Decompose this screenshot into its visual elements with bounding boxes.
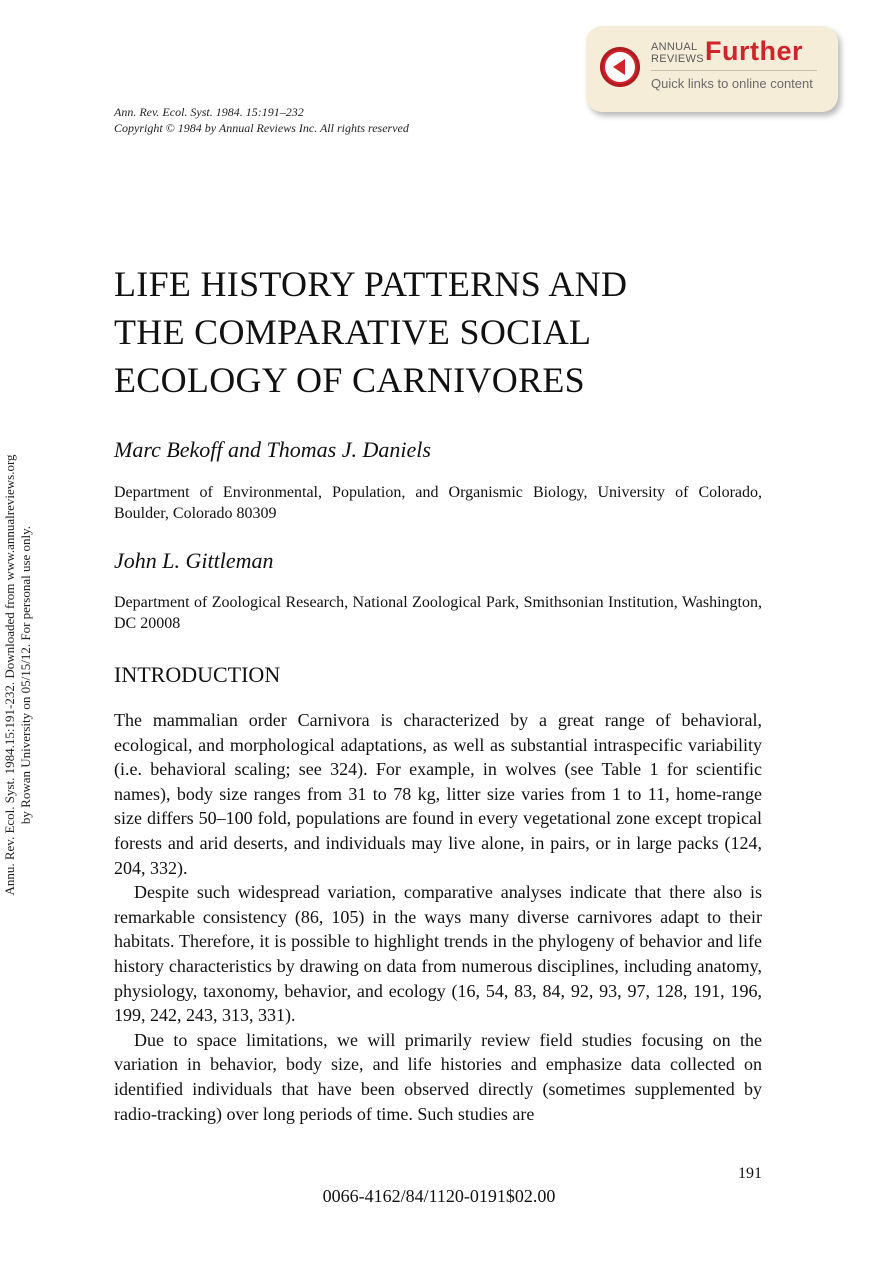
section-heading: INTRODUCTION — [114, 662, 281, 687]
body-text — [114, 708, 762, 1126]
watermark-line-1: Annu. Rev. Ecol. Syst. 1984.15:191-232. Downloaded from www.annualreviews.org — [2, 454, 17, 896]
title-line: ECOLOGY OF CARNIVORES — [114, 360, 585, 400]
further-badge[interactable] — [586, 26, 838, 112]
author-affiliation: Department of Zoological Research, National Zoological Park, Smithsonian Institution, Washington, DC 20008 — [114, 594, 762, 632]
journal-copyright: Copyright © 1984 by Annual Reviews Inc. All rights reserved — [114, 121, 409, 135]
title-line: THE COMPARATIVE SOCIAL — [114, 312, 592, 352]
article-code: 0066-4162/84/1120-0191$02.00 — [322, 1186, 556, 1206]
paragraph: The mammalian order Carnivora is characterized by a great range of behavioral, ecological, and morphological adaptations, as well as substantial intraspecific variability (i.e. behavioral scaling; see 324). For example, in wolves (see Table 1 for scientific names), body size ranges from 31 to 78 kg, litter size varies from 1 to 11, home-range size differs 50–100 fold, populations are found in every vegetational zone except tropical forests and arid deserts, and individuals may live alone, in pairs, or in large packs (124, 204, 332). — [114, 710, 762, 878]
further-wordmark: Further — [705, 36, 803, 66]
page-number: 191 — [738, 1165, 762, 1182]
back-arrow-icon — [600, 47, 640, 87]
paragraph: Due to space limitations, we will primarily review field studies focusing on the variation in behavior, body size, and life histories and emphasize data collected on identified individuals that have been observed directly (sometimes supplemented by radio-tracking) over long periods of time. Such studies are — [114, 1029, 762, 1124]
paragraph: Despite such widespread variation, comparative analyses indicate that there also is remarkable consistency (86, 105) in the ways many diverse carnivores adapt to their habitats. Therefore, it is possible to highlight trends in the phylogeny of behavior and life history characteristics by drawing on data from numerous disciplines, including anatomy, physiology, taxonomy, behavior, and ecology (16, 54, 83, 84, 92, 93, 97, 128, 191, 196, 199, 242, 243, 313, 331). — [114, 882, 762, 1026]
title-line: LIFE HISTORY PATTERNS AND — [114, 264, 628, 304]
annual-reviews-logo: ANNUAL REVIEWS — [651, 41, 704, 65]
author-names: John L. Gittleman — [114, 548, 274, 573]
author-names: Marc Bekoff and Thomas J. Daniels — [114, 437, 431, 462]
article-title — [114, 260, 627, 404]
author-affiliation: Department of Environmental, Population, and Organismic Biology, University of Colorado, Boulder, Colorado 80309 — [114, 484, 762, 522]
badge-subtitle: Quick links to online content — [651, 76, 813, 91]
badge-divider — [651, 70, 817, 71]
journal-citation: Ann. Rev. Ecol. Syst. 1984. 15:191–232 — [114, 105, 304, 119]
journal-header — [114, 104, 409, 136]
watermark-line-2: by Rowan University on 05/15/12. For personal use only. — [18, 525, 33, 825]
